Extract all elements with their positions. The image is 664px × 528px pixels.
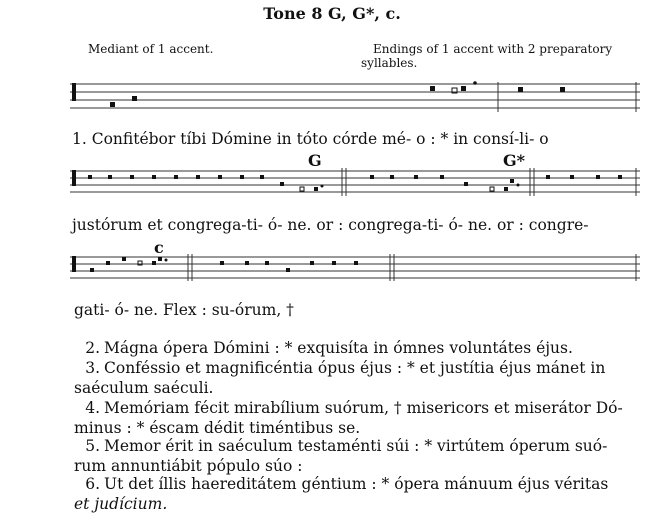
verse-number: 6. [85,475,100,493]
chant-staff-1 [70,78,640,116]
verse-number: 4. [85,399,100,417]
lyric-line-1: 1. Confitébor tíbi Dómine in tóto córde mé- o : * in consí-li- o [72,130,549,148]
mediant-label: Mediant of 1 accent. [88,42,214,56]
verse-text: Mágna ópera Dómini : * exquisíta in ómnes voluntátes éjus. [104,339,573,357]
clef-icon [72,256,76,272]
verse-5 [74,436,640,476]
verse-6 [74,474,640,514]
clef-icon [72,170,76,186]
verse-text-cont: saéculum saéculi. [74,379,214,397]
chant-staff-2 [70,165,640,199]
verse-3 [74,358,640,398]
ending-letter-g: G [308,151,322,170]
staff-lines [70,84,640,108]
verse-text: Memor érit in saéculum testaménti súi : * virtútem óperum suó- [104,437,608,455]
verse-number: 3. [85,359,100,377]
verse-number: 2. [85,339,100,357]
chant-staff-3 [70,251,640,283]
verse-text-cont: rum annuntiábit pópulo súo : [74,457,303,475]
ending-letter-g-star: G* [503,151,526,170]
ending-letter-c: c [154,238,164,257]
neumes [88,175,622,191]
verse-text: Conféssio et magnificéntia ópus éjus : * et justítia éjus mánet in [104,359,606,377]
verse-2 [74,338,640,358]
verse-text: Ut det íllis haereditátem géntium : * ópera mánuum éjus véritas [104,475,609,493]
tone-title: Tone 8 G, G*, c. [263,4,401,23]
lyric-line-2: justórum et congrega-ti- ó- ne. or : congrega-ti- ó- ne. or : congre- [72,216,589,234]
verse-4 [74,398,640,438]
verse-text: Memóriam fécit mirabílium suórum, † misericors et miserátor Dó- [104,399,623,417]
verse-text-cont: minus : * éscam dédit timéntibus se. [74,419,361,437]
endings-label: Endings of 1 accent with 2 preparatory [373,42,613,56]
verse-text-cont: et judícium. [74,495,168,513]
lyric-line-3: gati- ó- ne. Flex : su-órum, † [74,301,294,319]
neumes [110,81,565,107]
clef-icon [72,83,76,101]
verse-number: 5. [85,437,100,455]
staff-lines [70,171,640,192]
staff-lines [70,257,640,278]
endings-label-cont: syllables. [361,56,418,70]
